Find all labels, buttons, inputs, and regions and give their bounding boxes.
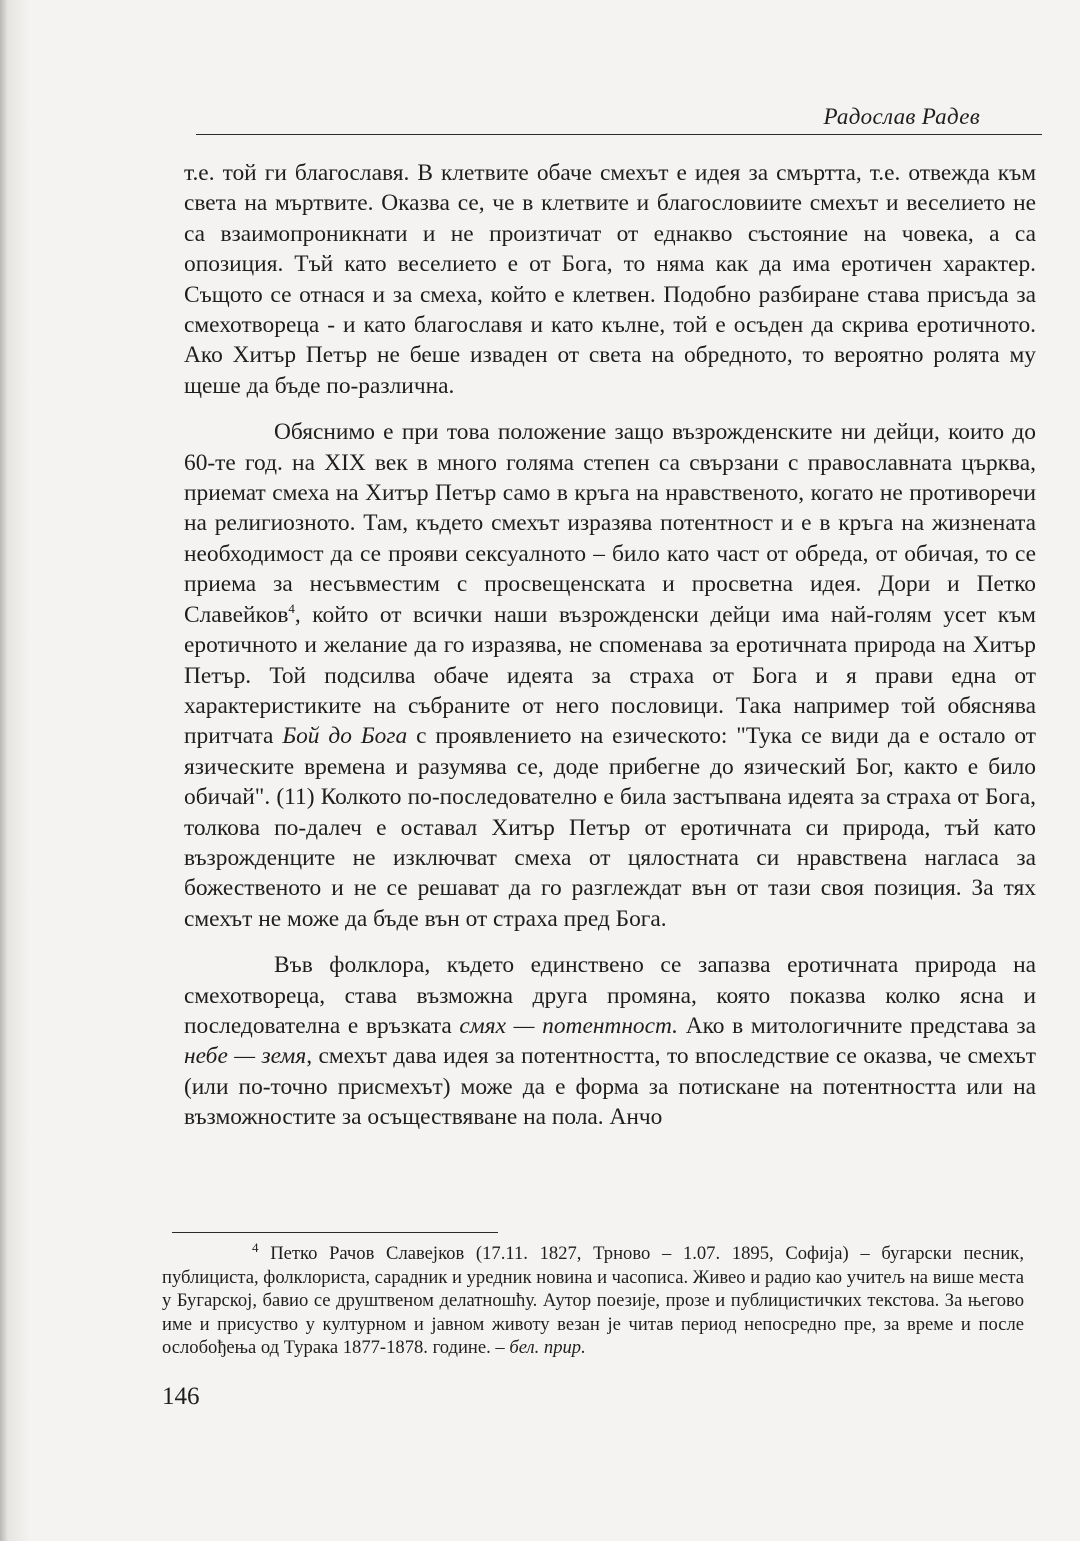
p2-title-italic: Бой до Бога — [282, 723, 408, 750]
p2-text-a: Обяснимо е при това положение защо възрожденските ни дейци, които до 60-те год. на XIX век в много голяма степен са свързани с православната църква, приемат смеха на Хитър Петър само в кръга на нравственото, когато не противоречи на религиозното. Там, където смехът изразява потентност и е в кръга на жизнената необходимост да се прояви сексуалното – било като част от обреда, от обичая, то се приема за несъвместим с просвещенската и просветна идея. Дори и Петко Славейков — [184, 419, 1036, 628]
footnote-separator — [172, 1232, 498, 1233]
footnote-marker: 4 — [252, 1239, 259, 1255]
footnote-ref-4[interactable]: 4 — [288, 600, 295, 616]
p3-text-b: Ако в митологичните представа за — [678, 1012, 1036, 1039]
footnote-text: Петко Рачов Славејков (17.11. 1827, Трново – 1.07. 1895, Софија) – бугарски песник, публициста, фолклориста, сарадник и уредник новина и часописа. Живео и радио као учитељ на више места у Бугарској, бавио се друштвеном делатношћу. Аутор поезије, прозе и публицистичких текстова. За његово име и присуство у културном и јавном животу везан је читав период непосредно пре, за време и после ослобођења од Турака 1877-1878. године. – — [162, 1243, 1024, 1359]
paragraph-2 — [184, 417, 1036, 934]
p3-text-c: , смехът дава идея за потентността, то впоследствие се оказва, че смехът (или по-точно присмехът) може да е форма за потискане на потентността или на възможностите за осъществяване на пола. Анчо — [184, 1043, 1036, 1131]
page-number: 146 — [162, 1383, 200, 1410]
p3-italic-2: небе — земя — [184, 1043, 307, 1070]
p2-text-b: , който от всички наши възрожденски дейци има най-голям усет към еротичното и желание да го изразява, не споменава за еротичната природа на Хитър Петър. Той подсилва обаче идеята за страха от Бога и я прави една от характеристиките на събраните от него пословици. Така например той обяснява притчата — [184, 601, 1036, 750]
paragraph-3 — [184, 950, 1036, 1132]
p1-text: т.е. той ги благославя. В клетвите обаче смехът е идея за смъртта, т.е. отвежда към света на мъртвите. Оказва се, че в клетвите и благословиите смехът и веселието не са взаимопроникнати и не произтичат от еднакво състояние на човека, а са опозиция. Тъй като веселието е от Бога, то няма как да има еротичен характер. Същото се отнася и за смеха, който е клетвен. Подобно разбиране става присъда за смехотвореца - и като благославя и като кълне, той е осъден да скрива еротичното. Ако Хитър Петър не беше изваден от света на обредното, то вероятно ролята му щеше да бъде по-различна. — [184, 160, 1036, 399]
p3-italic-1: смях — потентност. — [459, 1012, 679, 1039]
p3-text-a: Във фолклора, където единствено се запазва еротичната природа на смехотвореца, става възможна друга промяна, която показва колко ясна и последователна е връзката — [184, 952, 1036, 1039]
running-head-author: Радослав Радев — [823, 104, 980, 129]
footnote-editor-note: бел. прир. — [509, 1337, 586, 1359]
page-edge-shadow — [0, 0, 30, 1541]
footnote-paragraph — [162, 1239, 1024, 1360]
footnote-4 — [162, 1239, 1024, 1360]
main-body-text — [184, 158, 1036, 1133]
p2-text-c: с проявлението на езическото: "Тука се види да е остало от язическите времена и разумява се, доде прибегне до язический Бог, както е било обичай". (11) Колкото по-последователно е била застъпвана идеята за страха от Бога, толкова по-далеч е оставал Хитър Петър от еротичната си природа, тъй като възрожденците не изключват смеха от цялостната си нравствена нагласа за божественото и не се решават да го разглеждат вън от тази своя позиция. За тях смехът не може да бъде вън от страха пред Бога. — [184, 723, 1036, 932]
header-rule — [196, 134, 1042, 135]
paragraph-1 — [184, 158, 1036, 401]
